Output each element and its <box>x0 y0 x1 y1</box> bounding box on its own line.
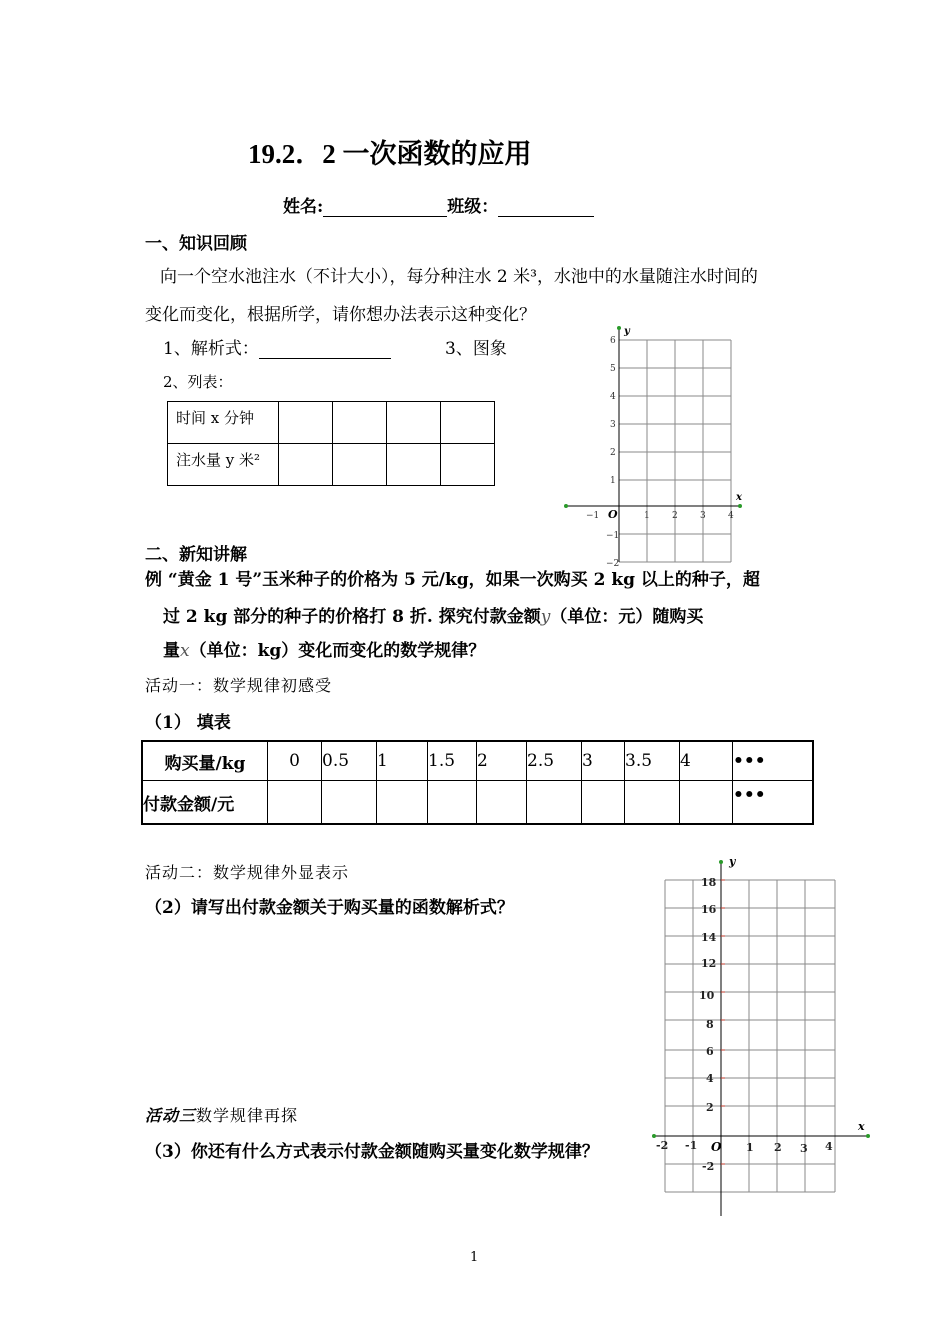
example-line2-unit: （单位：元）随购买 <box>550 607 704 627</box>
table-row <box>168 444 495 486</box>
x-tick-label: -2 <box>656 1139 669 1152</box>
step3-label: （3）你还有什么方式表示付款金额随购买量变化数学规律？ <box>145 1142 599 1162</box>
item1 <box>163 334 391 359</box>
x-tick-label: 1 <box>644 511 650 521</box>
example-line3 <box>163 636 485 661</box>
name-label: 姓名: <box>283 197 324 217</box>
example-line1: 例 “黄金 1 号”玉米种子的价格为 5 元/kg，如果一次购买 2 kg 以上的种子，超 <box>145 570 760 590</box>
y-tick-label: 18 <box>701 876 717 889</box>
table-cell: 1 <box>377 741 428 781</box>
page-title: 19.2．2 一次函数的应用 <box>248 139 532 169</box>
table-cell[interactable] <box>377 781 428 825</box>
axis-end-point <box>652 1134 656 1138</box>
coordinate-grid-1 <box>560 322 750 570</box>
table-cell[interactable] <box>428 781 477 825</box>
x-tick-label: 4 <box>825 1140 833 1153</box>
x-tick-label: -1 <box>685 1139 698 1152</box>
table-header-cell: 付款金额/元 <box>142 781 268 825</box>
table-cell[interactable] <box>527 781 582 825</box>
activity3-bold: 活动三 <box>145 1106 197 1125</box>
x-tick-label: 2 <box>672 511 678 521</box>
item2-label: 2、列表： <box>163 373 233 391</box>
example-line3-unit: （单位：kg）变化而变化的数学规律？ <box>189 641 486 661</box>
table-cell: 0 <box>268 741 322 781</box>
table-cell[interactable] <box>441 444 495 486</box>
item1-label: 1、解析式： <box>163 339 259 359</box>
y-axis-label: y <box>729 855 736 868</box>
table-cell[interactable] <box>279 444 333 486</box>
class-blank[interactable] <box>498 198 594 217</box>
y-tick-label: 6 <box>706 1045 714 1058</box>
table-cell: ••• <box>733 781 814 825</box>
origin-label: O <box>608 508 618 521</box>
table-cell[interactable] <box>582 781 625 825</box>
table-cell: 3.5 <box>625 741 680 781</box>
problem-line2: 变化而变化，根据所学，请你想办法表示这种变化？ <box>145 305 536 325</box>
y-tick-label: 14 <box>701 931 717 944</box>
y-tick-label: −1 <box>606 531 620 541</box>
table-cell: 2.5 <box>527 741 582 781</box>
x-tick-label: −1 <box>586 511 600 521</box>
x-tick-label: 4 <box>728 511 734 521</box>
axis-end-point <box>564 504 568 508</box>
table-cell[interactable] <box>279 402 333 444</box>
activity2-label: 活动二：数学规律外显表示 <box>145 863 350 882</box>
page-number: 1 <box>470 1250 479 1265</box>
table-cell[interactable] <box>477 781 527 825</box>
y-axis-label: y <box>624 326 630 337</box>
axis-end-point <box>738 504 742 508</box>
x-axis-label: x <box>736 492 742 503</box>
var-y: y <box>540 607 551 627</box>
class-label: 班级： <box>447 197 499 217</box>
table-cell[interactable] <box>387 444 441 486</box>
y-tick-label: 10 <box>699 989 715 1002</box>
step2-label: （2）请写出付款金额关于购买量的函数解析式？ <box>145 898 514 918</box>
y-tick-label: 2 <box>706 1101 714 1114</box>
y-tick-label: 8 <box>706 1018 714 1031</box>
table-cell[interactable] <box>333 402 387 444</box>
activity3-rest: 数学规律再探 <box>196 1106 299 1125</box>
grid-lines <box>619 340 731 562</box>
y-tick-label: 4 <box>706 1072 714 1085</box>
axis-end-point <box>866 1134 870 1138</box>
activity1-label: 活动一：数学规律初感受 <box>145 676 333 695</box>
axis-end-point <box>719 860 723 864</box>
table-cell: 2 <box>477 741 527 781</box>
table-cell[interactable] <box>322 781 377 825</box>
problem-line1: 向一个空水池注水（不计大小），每分种注水 2 米³，水池中的水量随注水时间的 <box>160 267 758 287</box>
coordinate-grid-2 <box>650 852 875 1220</box>
name-blank[interactable] <box>323 198 447 217</box>
item3-label: 3、图象 <box>445 339 507 359</box>
x-tick-label: 1 <box>746 1141 754 1154</box>
table-row <box>142 741 813 781</box>
x-tick-label: 3 <box>700 511 706 521</box>
table-cell[interactable] <box>387 402 441 444</box>
table-header-cell: 时间 x 分钟 <box>168 402 279 444</box>
y-tick-label: -2 <box>702 1160 715 1173</box>
section2-heading: 二、新知讲解 <box>145 545 247 565</box>
x-tick-label: 3 <box>800 1142 808 1155</box>
price-table <box>141 740 814 825</box>
step1-label: （1） 填表 <box>145 713 231 733</box>
y-tick-label: 2 <box>610 448 616 458</box>
table-cell[interactable] <box>268 781 322 825</box>
formula-blank[interactable] <box>259 340 391 359</box>
y-tick-label: 1 <box>610 476 616 486</box>
example-line3-text: 量 <box>163 641 180 661</box>
x-tick-label: 2 <box>774 1141 782 1154</box>
y-tick-label: 6 <box>610 336 616 346</box>
y-tick-label: 4 <box>610 392 616 402</box>
y-tick-label: 12 <box>701 957 717 970</box>
table-cell: 1.5 <box>428 741 477 781</box>
table-row <box>142 781 813 825</box>
water-table <box>167 401 495 486</box>
table-cell[interactable] <box>333 444 387 486</box>
example-line2-text: 过 2 kg 部分的种子的价格打 8 折. 探究付款金额 <box>163 607 541 627</box>
x-axis-label: x <box>858 1120 865 1133</box>
y-tick-label: 16 <box>701 903 717 916</box>
y-tick-label: 3 <box>610 420 616 430</box>
table-cell[interactable] <box>625 781 680 825</box>
table-cell: 0.5 <box>322 741 377 781</box>
axis-end-point <box>617 326 621 330</box>
table-header-cell: 购买量/kg <box>142 741 268 781</box>
y-tick-label: 5 <box>610 364 616 374</box>
origin-label: O <box>711 1140 722 1154</box>
table-cell[interactable] <box>441 402 495 444</box>
example-line2 <box>163 602 703 627</box>
var-x: x <box>180 641 190 661</box>
activity3-label <box>145 1103 298 1126</box>
section1-heading: 一、知识回顾 <box>145 234 247 254</box>
table-cell: ••• <box>733 741 814 781</box>
y-tick-label: −2 <box>606 559 620 569</box>
table-cell: 4 <box>680 741 733 781</box>
name-class-line <box>283 192 594 217</box>
table-header-cell: 注水量 y 米² <box>168 444 279 486</box>
table-cell: 3 <box>582 741 625 781</box>
table-row <box>168 402 495 444</box>
table-cell[interactable] <box>680 781 733 825</box>
